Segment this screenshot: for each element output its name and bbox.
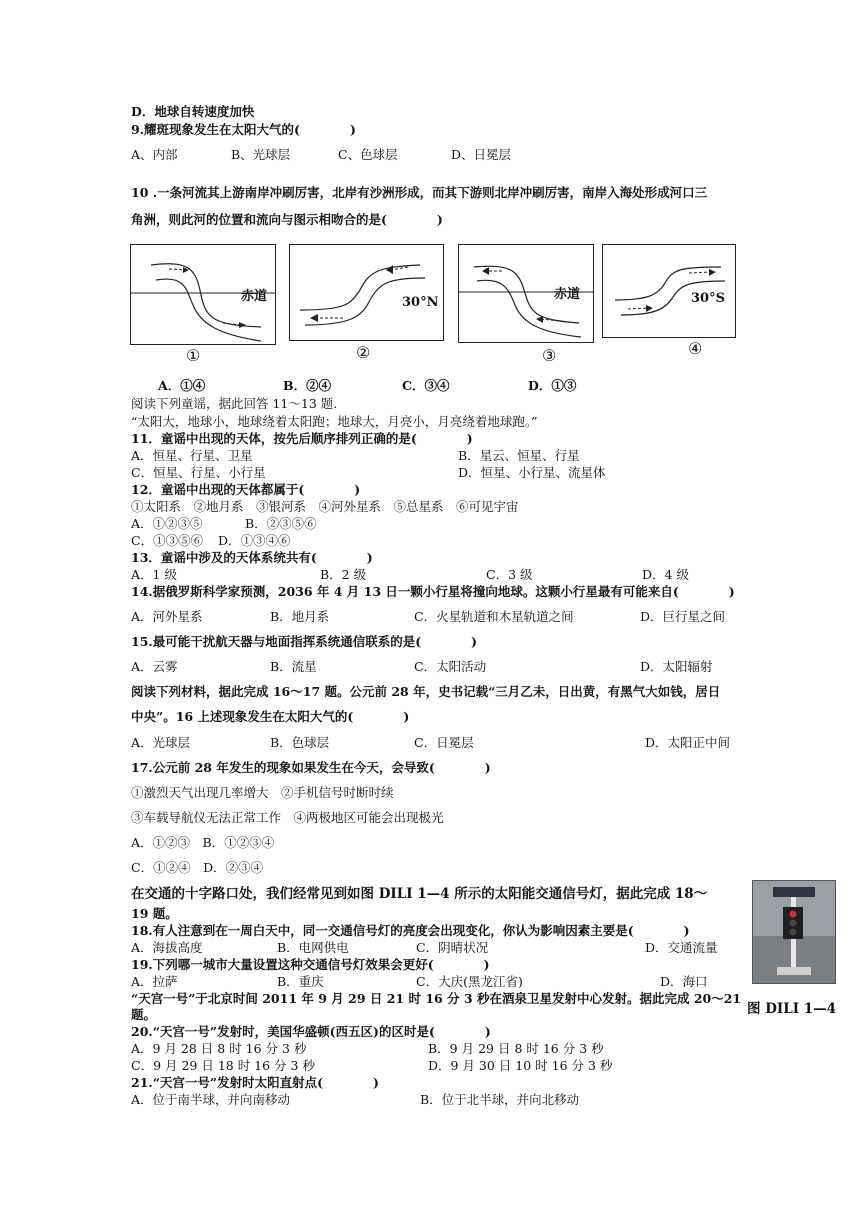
q12-stem: 12．童谣中出现的天体都属于( ) <box>131 482 361 497</box>
q17-stem: 17.公元前 28 年发生的现象如果发生在今天，会导致( ) <box>131 760 491 775</box>
q21-stem: 21.“天宫一号”发射时太阳直射点( ) <box>131 1075 379 1090</box>
q10-option-d: D．①③ <box>528 378 577 393</box>
traffic-light-photo <box>752 880 836 984</box>
q14-stem: 14.据俄罗斯科学家预测，2036 年 4 月 13 日一颗小行星将撞向地球。这颗小行星最有可能来自( ) <box>131 584 735 599</box>
q20-option-b: B．9 月 29 日 8 时 16 分 3 秒 <box>428 1041 604 1056</box>
q18-option-a: A．海拔高度 <box>131 940 203 955</box>
q14-option-d: D．巨行星之间 <box>640 609 726 624</box>
diagram-2-number: ② <box>356 343 371 362</box>
q10-option-a: A．①④ <box>158 378 206 393</box>
diagram-4-number: ④ <box>688 339 703 358</box>
q11-option-d: D．恒星、小行星、流星体 <box>458 465 606 480</box>
figure-caption: 图 DILI 1—4 <box>747 1001 837 1017</box>
q9-option-b: B、光球层 <box>231 147 291 162</box>
q9-option-a: A、内部 <box>131 147 178 162</box>
q16-stem-line2: 中央”。16 上述现象发生在太阳大气的( ) <box>131 709 410 724</box>
diagram-3-label: 赤道 <box>554 287 581 302</box>
q14-option-b: B．地月系 <box>270 609 330 624</box>
q13-option-b: B．2 级 <box>320 567 367 582</box>
q18-option-b: B．电网供电 <box>277 940 349 955</box>
q10-stem-line1: 10 .一条河流其上游南岸冲刷厉害，北岸有沙洲形成，而其下游则北岸冲刷厉害，南岸入海处形成河口三 <box>131 185 708 200</box>
q12-option-d: D．①③④⑥ <box>218 533 291 548</box>
q12-option-a: A．①②③⑤ <box>131 516 203 531</box>
q14-option-c: C．火星轨道和木星轨道之间 <box>414 609 574 624</box>
intro-18-19-line2: 19 题。 <box>131 906 178 921</box>
nursery-rhyme: “太阳大，地球小，地球绕着太阳跑；地球大，月亮小，月亮绕着地球跑。” <box>131 414 538 429</box>
q11-option-c: C．恒星、行星、小行星 <box>131 465 266 480</box>
q13-option-a: A．1 级 <box>131 567 177 582</box>
q8-option-d: D．地球自转速度加快 <box>131 104 255 119</box>
q11-option-b: B．星云、恒星、行星 <box>458 448 580 463</box>
intro-20-21-line2: 题。 <box>131 1007 157 1022</box>
q19-option-d: D．海口 <box>660 974 708 989</box>
q10-option-c: C．③④ <box>402 378 450 393</box>
q16-option-a: A．光球层 <box>131 735 191 750</box>
q12-option-b: B．②③⑤⑥ <box>245 516 317 531</box>
q9-stem: 9.耀斑现象发生在太阳大气的( ) <box>131 122 356 137</box>
q15-option-b: B．流星 <box>270 659 317 674</box>
river-diagram-1 <box>130 244 276 345</box>
q16-option-b: B．色球层 <box>270 735 330 750</box>
q12-option-c: C．①③⑤⑥ <box>131 533 204 548</box>
q21-option-a: A．位于南半球，并向南移动 <box>131 1092 291 1107</box>
q13-option-d: D．4 级 <box>642 567 689 582</box>
q15-option-a: A．云雾 <box>131 659 178 674</box>
q19-option-a: A．拉萨 <box>131 974 178 989</box>
q20-option-d: D．9 月 30 日 10 时 16 分 3 秒 <box>428 1058 613 1073</box>
q12-choices: ①太阳系 ②地月系 ③银河系 ④河外星系 ⑤总星系 ⑥可见宇宙 <box>131 499 519 514</box>
q19-option-c: C．大庆(黑龙江省) <box>416 974 523 989</box>
river-diagram-2 <box>289 244 444 341</box>
q14-option-a: A．河外星系 <box>131 609 203 624</box>
diagram-4-label: 30°S <box>691 291 725 306</box>
q20-option-a: A．9 月 28 日 8 时 16 分 3 秒 <box>131 1041 307 1056</box>
q16-stem-line1: 阅读下列材料，据此完成 16～17 题。公元前 28 年，史书记载“三月乙未，日出黄，有黑气大如钱，居日 <box>131 684 721 699</box>
intro-20-21-line1: “天宫一号”于北京时间 2011 年 9 月 29 日 21 时 16 分 3 秒在酒泉卫星发射中心发射。据此完成 20～21 <box>131 991 742 1006</box>
q16-option-c: C．日冕层 <box>414 735 474 750</box>
q17-options-cd: C．①②④ D．②③④ <box>131 860 264 875</box>
q9-option-c: C、色球层 <box>338 147 398 162</box>
q20-option-c: C．9 月 29 日 18 时 16 分 3 秒 <box>131 1058 315 1073</box>
q13-option-c: C．3 级 <box>486 567 533 582</box>
q9-option-d: D、日冕层 <box>451 147 512 162</box>
q18-option-c: C．阴晴状况 <box>416 940 489 955</box>
q15-option-c: C．太阳活动 <box>414 659 487 674</box>
q17-options-ab: A．①②③ B．①②③④ <box>131 835 275 850</box>
diagram-1-label: 赤道 <box>241 289 268 304</box>
q19-option-b: B．重庆 <box>277 974 324 989</box>
q11-option-a: A．恒星、行星、卫星 <box>131 448 253 463</box>
q19-stem: 19.下列哪一城市大量设置这种交通信号灯效果会更好( ) <box>131 957 490 972</box>
intro-11-13: 阅读下列童谣，据此回答 11～13 题. <box>131 396 338 411</box>
q20-stem: 20.“天宫一号”发射时，美国华盛顿(西五区)的区时是( ) <box>131 1024 491 1039</box>
diagram-2-label: 30°N <box>402 295 439 310</box>
diagram-3-number: ③ <box>542 346 557 365</box>
q15-stem: 15.最可能干扰航天器与地面指挥系统通信联系的是( ) <box>131 634 478 649</box>
q10-stem-line2: 角洲，则此河的位置和流向与图示相吻合的是( ) <box>131 212 443 227</box>
q10-option-b: B．②④ <box>283 378 332 393</box>
diagram-1-number: ① <box>186 346 201 365</box>
q11-stem: 11．童谣中出现的天体，按先后顺序排列正确的是( ) <box>131 431 473 446</box>
intro-18-19-line1: 在交通的十字路口处，我们经常见到如图 DILI 1—4 所示的太阳能交通信号灯，据此完成 18～ <box>131 886 708 902</box>
q18-option-d: D．交通流量 <box>645 940 718 955</box>
q17-choices-1: ①激烈天气出现几率增大 ②手机信号时断时续 <box>131 785 394 800</box>
q16-option-d: D．太阳正中间 <box>645 735 731 750</box>
river-diagram-3 <box>458 244 594 343</box>
q17-choices-2: ③车载导航仪无法正常工作 ④两极地区可能会出现极光 <box>131 810 444 825</box>
q15-option-d: D．太阳辐射 <box>640 659 713 674</box>
q21-option-b: B．位于北半球，并向北移动 <box>420 1092 580 1107</box>
q18-stem: 18.有人注意到在一周白天中，同一交通信号灯的亮度会出现变化，你认为影响因素主要是( ) <box>131 923 690 938</box>
river-diagram-4 <box>602 244 736 338</box>
q13-stem: 13．童谣中涉及的天体系统共有( ) <box>131 550 373 565</box>
